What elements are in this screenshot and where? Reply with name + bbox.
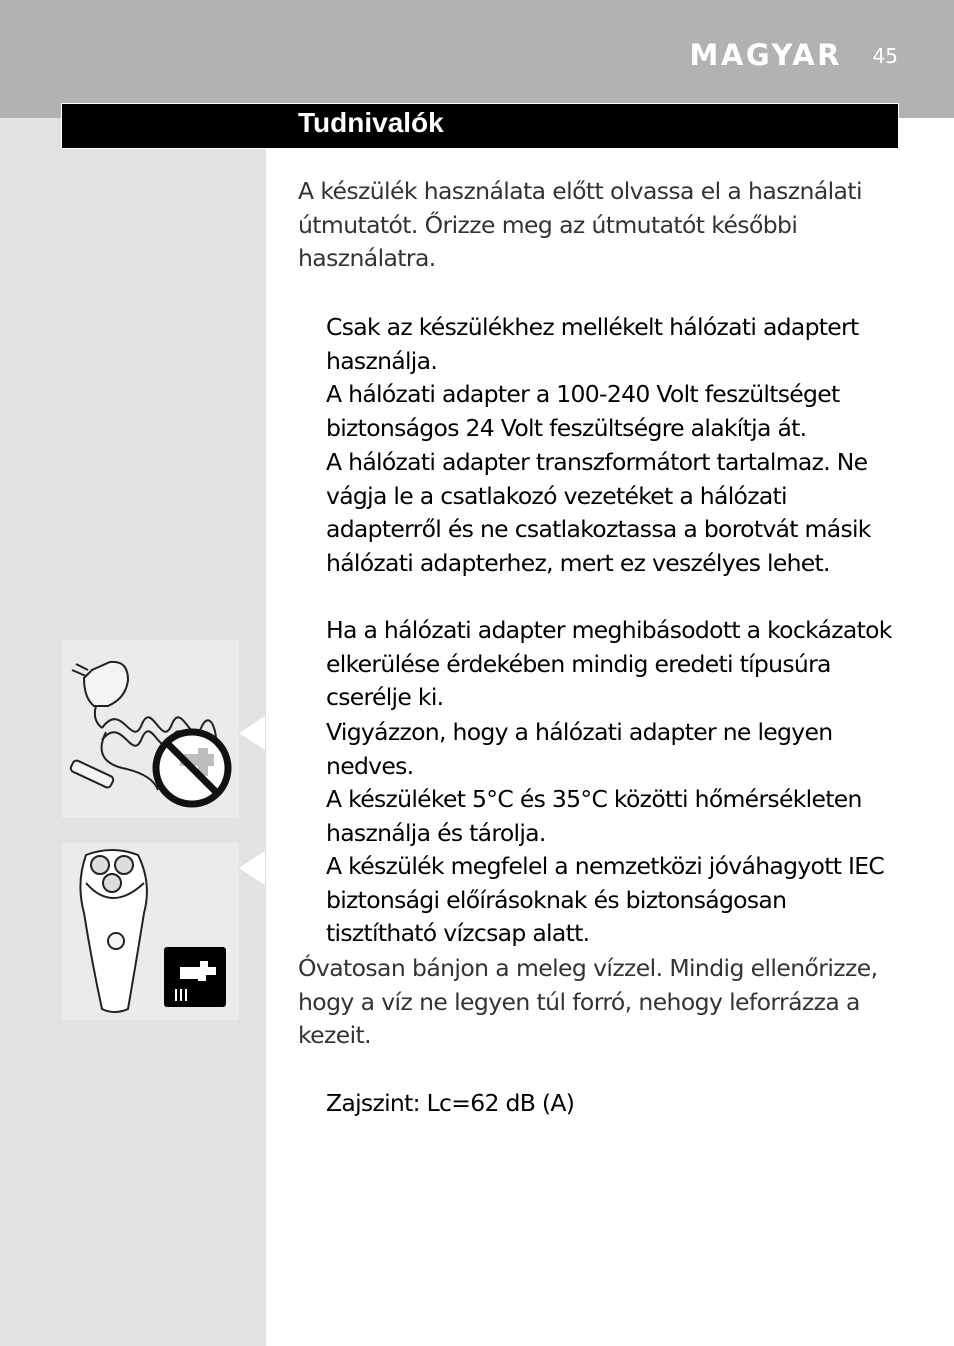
page-number: 45: [872, 44, 898, 68]
intro-paragraph: A készülék használata előtt olvassa el a használati útmutatót. Őrizze meg az útmutatót későbbi használatra.: [298, 177, 862, 273]
section-title: Tudnivalók: [298, 107, 444, 138]
list-item: A hálózati adapter transzformátort tartalmaz. Ne vágja le a csatlakozó vezetéket a hálózati adapterről és ne csatlakoztassa a borotvát másik hálózati adapterhez, mert ez veszélyes lehet.: [326, 448, 871, 578]
shaver-illustration: [62, 843, 239, 1020]
list-item: A készüléket 5°C és 35°C közötti hőmérsékleten használja és tárolja.: [326, 785, 862, 847]
warning-paragraph: Óvatosan bánjon a meleg vízzel. Mindig ellenőrizze, hogy a víz ne legyen túl forró, nehogy leforrázza a kezeit.: [298, 954, 878, 1050]
section-title-bar: [62, 104, 898, 148]
pointer-arrow: [239, 851, 265, 885]
list-item: Csak az készülékhez mellékelt hálózati adaptert használja.: [326, 313, 859, 375]
list-item: Ha a hálózati adapter meghibásodott a kockázatok elkerülése érdekében mindig eredeti típusúra cserélje ki.: [326, 616, 892, 712]
adapter-illustration: [62, 640, 239, 818]
list-item: Vigyázzon, hogy a hálózati adapter ne legyen nedves.: [326, 718, 833, 780]
noise-level: Zajszint: Lc=62 dB (A): [326, 1089, 575, 1117]
adapter-no-water-icon: [62, 640, 239, 818]
shaver-tap-water-icon: [62, 843, 239, 1020]
pointer-arrow: [239, 716, 265, 750]
list-item: A hálózati adapter a 100-240 Volt feszültséget biztonságos 24 Volt feszültségre alakítja át.: [326, 380, 840, 442]
language-label: MAGYAR: [689, 38, 842, 72]
list-item: A készülék megfelel a nemzetközi jóváhagyott IEC biztonsági előírásoknak és biztonságosan tisztítható vízcsap alatt.: [326, 852, 885, 948]
